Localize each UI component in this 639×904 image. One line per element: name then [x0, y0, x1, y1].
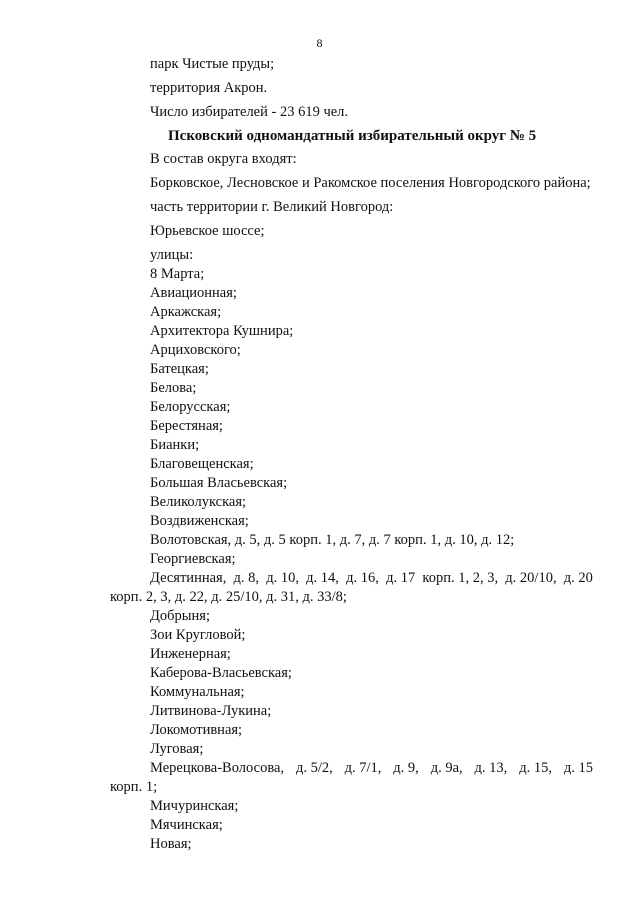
address-part: д. 15,	[519, 760, 552, 776]
address-part: д. 9,	[393, 760, 419, 776]
street-item: Благовещенская;	[150, 456, 254, 472]
street-list	[0, 608, 639, 758]
text-line: парк Чистые пруды;	[150, 56, 275, 72]
address-part: д. 10,	[266, 570, 299, 586]
street-item: Белорусская;	[150, 399, 231, 415]
street-item: Луговая;	[150, 741, 204, 757]
street-item: Добрыня;	[150, 608, 210, 624]
voters-count: Число избирателей - 23 619 чел.	[150, 104, 349, 120]
street-item: Батецкая;	[150, 361, 209, 377]
street-item: 8 Марта;	[150, 266, 205, 282]
text-line: территория Акрон.	[150, 80, 268, 96]
address-part: д. 9а,	[430, 760, 463, 776]
text-line: Борковское, Лесновское и Ракомское поселения Новгородского района;	[150, 175, 591, 191]
address-part: корп. 1, 2, 3,	[422, 570, 499, 586]
street-desyatinnaya-line1	[0, 570, 639, 587]
street-item: Георгиевская;	[150, 551, 236, 567]
text-line: часть территории г. Великий Новгород:	[150, 199, 394, 215]
street-item: Бианки;	[150, 437, 200, 453]
address-part: д. 16,	[346, 570, 379, 586]
street-item: Литвинова-Лукина;	[150, 703, 272, 719]
street-item: Белова;	[150, 380, 197, 396]
street-item: Архитектора Кушнира;	[150, 323, 294, 339]
street-desyatinnaya-line2: корп. 2, 3, д. 22, д. 25/10, д. 31, д. 33/8;	[110, 589, 347, 605]
street-item: Большая Власьевская;	[150, 475, 288, 491]
street-item: Волотовская, д. 5, д. 5 корп. 1, д. 7, д. 7 корп. 1, д. 10, д. 12;	[150, 532, 515, 548]
street-list	[0, 266, 639, 568]
street-item: Мичуринская;	[150, 798, 239, 814]
district-heading: Псковский одномандатный избирательный округ № 5	[168, 128, 537, 144]
address-part: д. 13,	[474, 760, 508, 776]
street-item: Коммунальная;	[150, 684, 245, 700]
street-item: Великолукская;	[150, 494, 247, 510]
street-item: Арциховского;	[150, 342, 241, 358]
street-item: Мячинская;	[150, 817, 223, 833]
address-part: д. 15	[563, 760, 593, 776]
street-meretskova-line2: корп. 1;	[110, 779, 158, 795]
address-part: д. 5/2,	[295, 760, 333, 776]
page-number: 8	[316, 36, 323, 50]
street-item: Берестяная;	[150, 418, 223, 434]
street-item: Аркажская;	[150, 304, 222, 320]
address-part: д. 20/10,	[505, 570, 557, 586]
text-line: В состав округа входят:	[150, 151, 297, 167]
streets-label: улицы:	[150, 247, 194, 263]
street-item: Каберова-Власьевская;	[150, 665, 292, 681]
street-item: Авиационная;	[150, 285, 237, 301]
address-part: д. 20	[563, 570, 593, 586]
address-part: д. 14,	[306, 570, 339, 586]
street-item: Инженерная;	[150, 646, 231, 662]
street-item: Зои Кругловой;	[150, 627, 246, 643]
address-part: Десятинная,	[150, 570, 227, 586]
street-item: Новая;	[150, 836, 192, 852]
street-list	[0, 798, 639, 853]
text-line: Юрьевское шоссе;	[150, 223, 265, 239]
document-body	[0, 56, 639, 855]
address-part: д. 17	[386, 570, 416, 586]
street-item: Локомотивная;	[150, 722, 243, 738]
address-part: Мерецкова-Волосова,	[150, 760, 285, 776]
street-meretskova-line1	[0, 760, 639, 777]
street-item: Воздвиженская;	[150, 513, 249, 529]
address-part: д. 7/1,	[344, 760, 382, 776]
address-part: д. 8,	[233, 570, 260, 586]
